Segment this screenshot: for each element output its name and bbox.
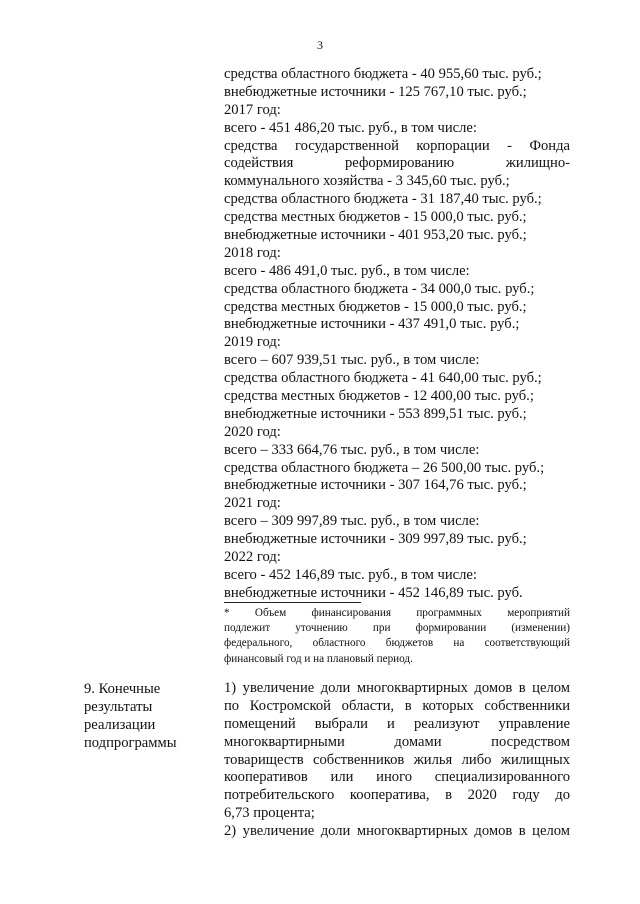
funding-line: средства областного бюджета – 26 500,00 тыс. руб.; [224,459,545,476]
funding-line: всего - 486 491,0 тыс. руб., в том числе: [224,262,470,279]
footnote-line: * Объем финансирования программных мероприятий [224,607,570,619]
funding-line: 2022 год: [224,549,281,566]
footnote-line: федерального, областного бюджетов на соответствующий [224,637,570,650]
footnote-line: финансовый год и на плановый период. [224,652,413,665]
funding-line: 2019 год: [224,334,281,351]
results-line: помещений выбрали и реализуют управление [224,715,570,732]
footnote-separator [224,602,361,603]
funding-line: всего – 607 939,51 тыс. руб., в том числе: [224,352,480,369]
funding-line: средства местных бюджетов - 12 400,00 тыс. руб.; [224,388,534,405]
footnote-line: подлежит уточнению при формировании (изменении) [224,622,570,635]
results-line: 6,73 процента; [224,805,315,822]
final-results-block [224,680,570,841]
results-line: 2) увеличение доли многоквартирных домов в целом [224,823,570,840]
funding-line: коммунального хозяйства - 3 345,60 тыс. руб.; [224,173,510,190]
funding-line: средства областного бюджета - 31 187,40 тыс. руб.; [224,191,542,208]
funding-line: средства государственной корпорации - Фонда [224,137,570,154]
funding-amounts-block [224,66,570,603]
results-line: многоквартирными домами посредством [224,733,570,750]
funding-line: средства областного бюджета - 41 640,00 тыс. руб.; [224,370,542,387]
results-line: по Костромской области, в которых собственники [224,697,570,714]
funding-line: всего - 451 486,20 тыс. руб., в том числе: [224,119,477,136]
funding-line: внебюджетные источники - 452 146,89 тыс. руб. [224,584,523,601]
funding-line: 2017 год: [224,101,281,118]
funding-line: всего – 309 997,89 тыс. руб., в том числе: [224,513,480,530]
funding-line: 2021 год: [224,495,281,512]
section-label-line: 9. Конечные [84,681,161,697]
funding-line: всего - 452 146,89 тыс. руб., в том числе: [224,566,477,583]
funding-line: внебюджетные источники - 401 953,20 тыс. руб.; [224,227,527,244]
results-line: кооперативов или иного специализированного [224,769,570,786]
funding-line: содействия реформированию жилищно- [224,155,570,172]
funding-line: 2018 год: [224,244,281,261]
funding-line: средства областного бюджета - 34 000,0 тыс. руб.; [224,280,535,297]
results-line: товариществ собственников жилья либо жилищных [224,751,570,768]
funding-line: средства областного бюджета - 40 955,60 тыс. руб.; [224,66,542,82]
funding-line: внебюджетные источники - 553 899,51 тыс. руб.; [224,405,527,422]
section-label-line: результаты [84,699,153,715]
funding-line: 2020 год: [224,423,281,440]
funding-line: внебюджетные источники - 125 767,10 тыс. руб.; [224,83,527,100]
section-label [84,680,204,752]
footnote [224,606,570,667]
funding-line: внебюджетные источники - 437 491,0 тыс. руб.; [224,316,520,333]
section-label-line: подпрограммы [84,735,177,751]
funding-line: средства местных бюджетов - 15 000,0 тыс. руб.; [224,298,527,315]
funding-line: средства местных бюджетов - 15 000,0 тыс. руб.; [224,209,527,226]
results-line: 1) увеличение доли многоквартирных домов в целом [224,680,570,696]
funding-line: внебюджетные источники - 307 164,76 тыс. руб.; [224,477,527,494]
results-line: потребительского кооператива, в 2020 году до [224,787,570,804]
funding-line: всего – 333 664,76 тыс. руб., в том числе: [224,441,480,458]
page-number: 3 [317,38,323,52]
funding-line: внебюджетные источники - 309 997,89 тыс. руб.; [224,531,527,548]
section-label-line: реализации [84,717,156,733]
